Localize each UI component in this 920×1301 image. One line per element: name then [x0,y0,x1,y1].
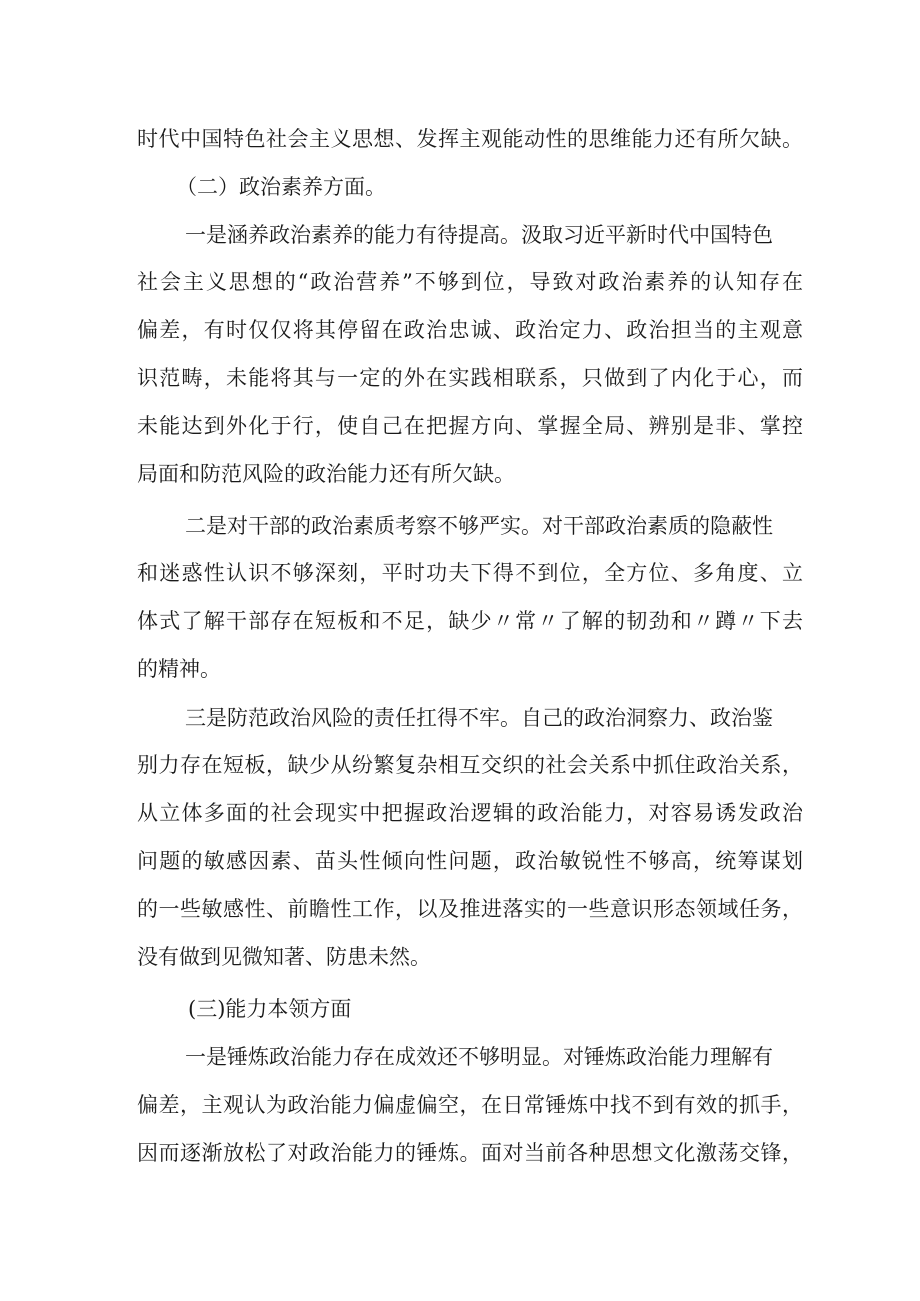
paragraph-line: 局面和防范风险的政治能力还有所欠缺。 [137,462,515,486]
paragraph-line: 别力存在短板，缺少从纷繁复杂相互交织的社会关系中抓住政治关系， [137,753,803,777]
paragraph-line: 的精神。 [137,657,221,681]
paragraph-line: 体式了解干部存在短板和不足，缺少〃常〃了解的韧劲和〃蹲〃下去 [137,609,803,633]
paragraph-line: 因而逐渐放松了对政治能力的锤炼。面对当前各种思想文化激荡交锋， [137,1141,803,1165]
paragraph-line: 偏差，有时仅仅将其停留在政治忠诚、政治定力、政治担当的主观意 [137,318,803,342]
paragraph-line: 偏差，主观认为政治能力偏虚偏空，在日常锤炼中找不到有效的抓手， [137,1093,803,1117]
paragraph-line: 从立体多面的社会现实中把握政治逻辑的政治能力，对容易诱发政治 [137,801,803,825]
paragraph-line: 二是对干部的政治素质考察不够严实。对干部政治素质的隐蔽性 [185,514,773,538]
paragraph-line: 社会主义思想的“政治营养”不够到位，导致对政治素养的认知存在 [137,270,803,294]
paragraph-line: 一是涵养政治素养的能力有待提高。汲取习近平新时代中国特色 [185,223,773,247]
section-heading-political-literacy: （二）政治素养方面。 [176,175,386,199]
paragraph-line: 时代中国特色社会主义思想、发挥主观能动性的思维能力还有所欠缺。 [137,127,803,151]
paragraph-line: 的一些敏感性、前瞻性工作，以及推进落实的一些意识形态领域任务， [137,897,803,921]
paragraph-line: 未能达到外化于行，使自己在把握方向、掌握全局、辨别是非、掌控 [137,414,803,438]
paragraph-line: 三是防范政治风险的责任扛得不牢。自己的政治洞察力、政治鉴 [185,706,773,730]
paragraph-line: 识范畴，未能将其与一定的外在实践相联系，只做到了内化于心，而 [137,366,803,390]
paragraph-line: 问题的敏感因素、苗头性倾向性问题，政治敏锐性不够高，统筹谋划 [137,849,803,873]
section-heading-ability: (三)能力本领方面 [188,997,352,1021]
paragraph-line: 一是锤炼政治能力存在成效还不够明显。对锤炼政治能力理解有 [185,1045,773,1069]
paragraph-line: 和迷惑性认识不够深刻，平时功夫下得不到位，全方位、多角度、立 [137,561,803,585]
paragraph-line: 没有做到见微知著、防患未然。 [137,945,431,969]
